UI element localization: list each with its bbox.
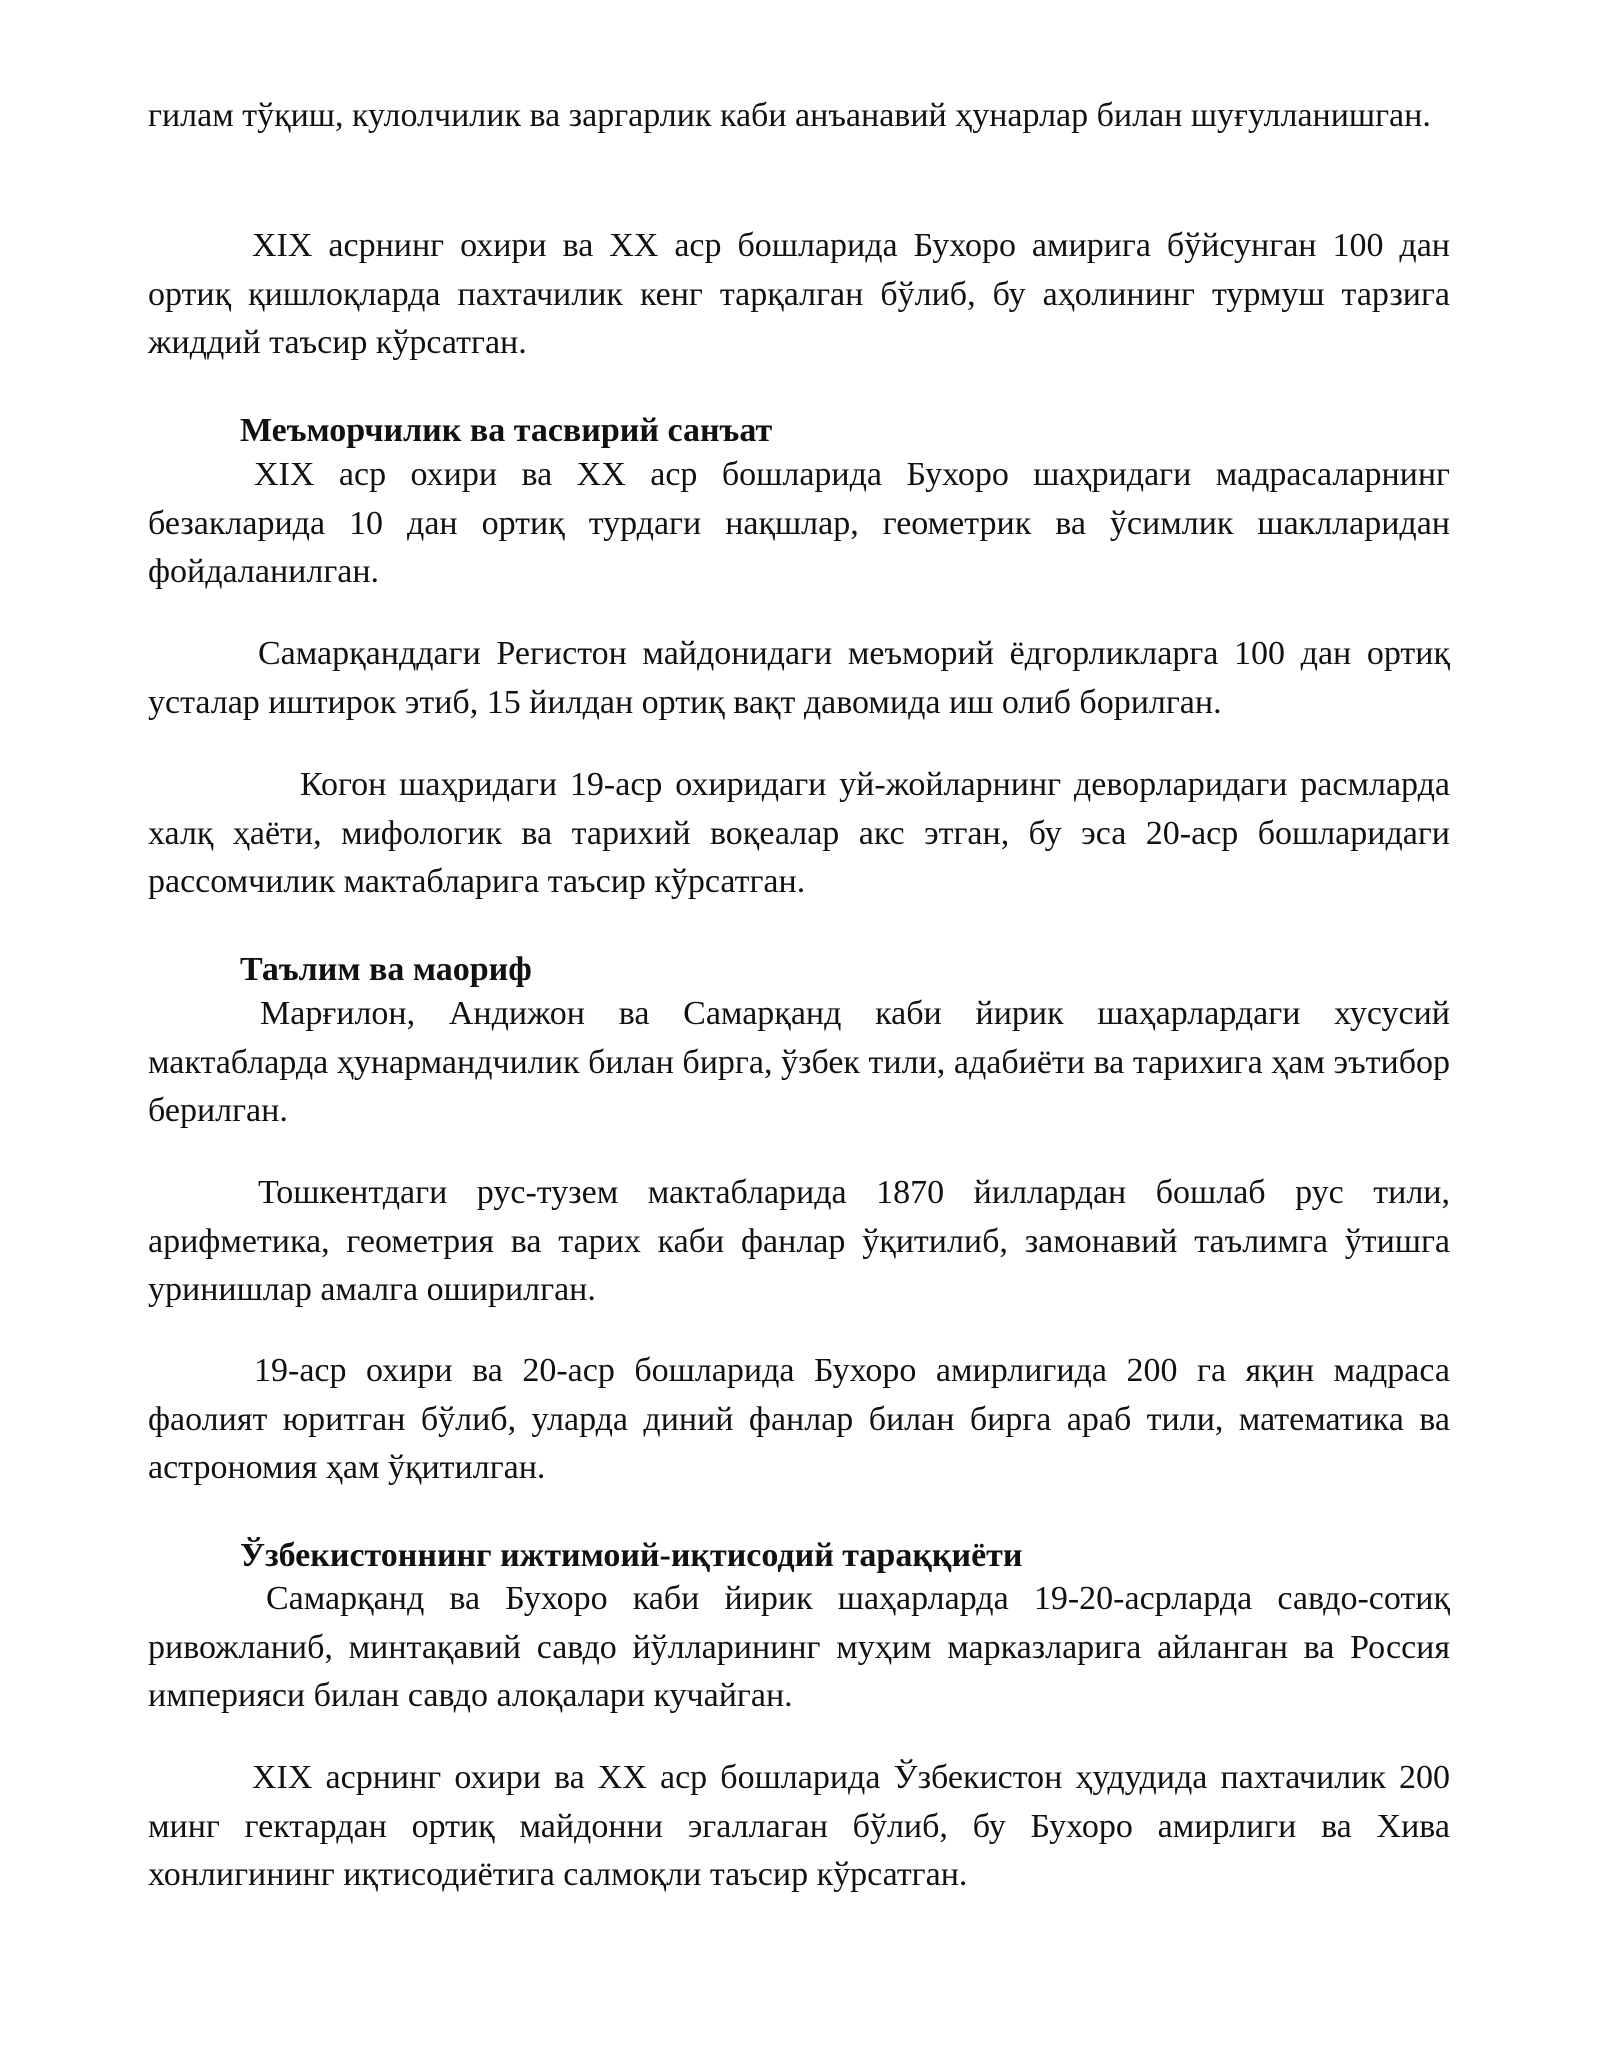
paragraph-education-2: Тошкентдаги рус-тузем мактабларида 1870 йиллардан бошлаб рус тили, арифметика, геометрия ва тарих каби фанлар ўқитилиб, замонавий таълимга ўтишга уринишлар амалга оширилган.: [148, 1174, 1450, 1308]
section-heading-economy: Ўзбекистоннинг ижтимоий-иқтисодий тараққиёти: [240, 1537, 1023, 1574]
paragraph-education-1: Марғилон, Андижон ва Самарқанд каби йирик шаҳарлардаги хусусий мактабларда ҳунармандчилик билан бирга, ўзбек тили, адабиёти ва тарихига ҳам эътибор берилган.: [148, 995, 1450, 1129]
paragraph-education-3: 19-аср охири ва 20-аср бошларида Бухоро амирлигида 200 га яқин мадраса фаолият юритган бўлиб, уларда диний фанлар билан бирга араб тили, математика ва астрономия ҳам ўқитилган.: [148, 1352, 1450, 1486]
paragraph-economy-1: Самарқанд ва Бухоро каби йирик шаҳарларда 19-20-асрларда савдо-сотиқ ривожланиб, минтақавий савдо йўлларининг муҳим марказларига айланган ва Россия империяси билан савдо алоқалари кучайган.: [148, 1580, 1450, 1714]
intro-paragraph: гилам тўқиш, кулолчилик ва заргарлик каби анъанавий ҳунарлар билан шуғулланишган.: [148, 97, 1431, 134]
paragraph-architecture-2: Самарқанддаги Регистон майдонидаги меъморий ёдгорликларга 100 дан ортиқ усталар иштирок этиб, 15 йилдан ортиқ вақт давомида иш олиб борилган.: [148, 635, 1450, 721]
paragraph-economy-2: XIX асрнинг охири ва XX аср бошларида Ўзбекистон ҳудудида пахтачилик 200 минг гектардан ортиқ майдонни эгаллаган бўлиб, бу Бухоро амирлиги ва Хива хонлигининг иқтисодиётига салмоқли таъсир кўрсатган.: [148, 1759, 1450, 1893]
paragraph-cotton-bukhara: XIX асрнинг охири ва XX аср бошларида Бухоро амирига бўйсунган 100 дан ортиқ қишлоқларда пахтачилик кенг тарқалган бўлиб, бу аҳолининг турмуш тарзига жиддий таъсир кўрсатган.: [148, 227, 1450, 361]
paragraph-architecture-3: Когон шаҳридаги 19-аср охиридаги уй-жойларнинг деворларидаги расмларда халқ ҳаёти, мифологик ва тарихий воқеалар акс этган, бу эса 20-аср бошларидаги рассомчилик мактабларига таъсир кўрсатган.: [148, 766, 1450, 900]
section-heading-architecture: Меъморчилик ва тасвирий санъат: [240, 412, 773, 449]
section-heading-education: Таълим ва маориф: [240, 951, 532, 988]
paragraph-architecture-1: XIX аср охири ва XX аср бошларида Бухоро шаҳридаги мадрасаларнинг безакларида 10 дан ортиқ турдаги нақшлар, геометрик ва ўсимлик шаклларидан фойдаланилган.: [148, 456, 1450, 590]
